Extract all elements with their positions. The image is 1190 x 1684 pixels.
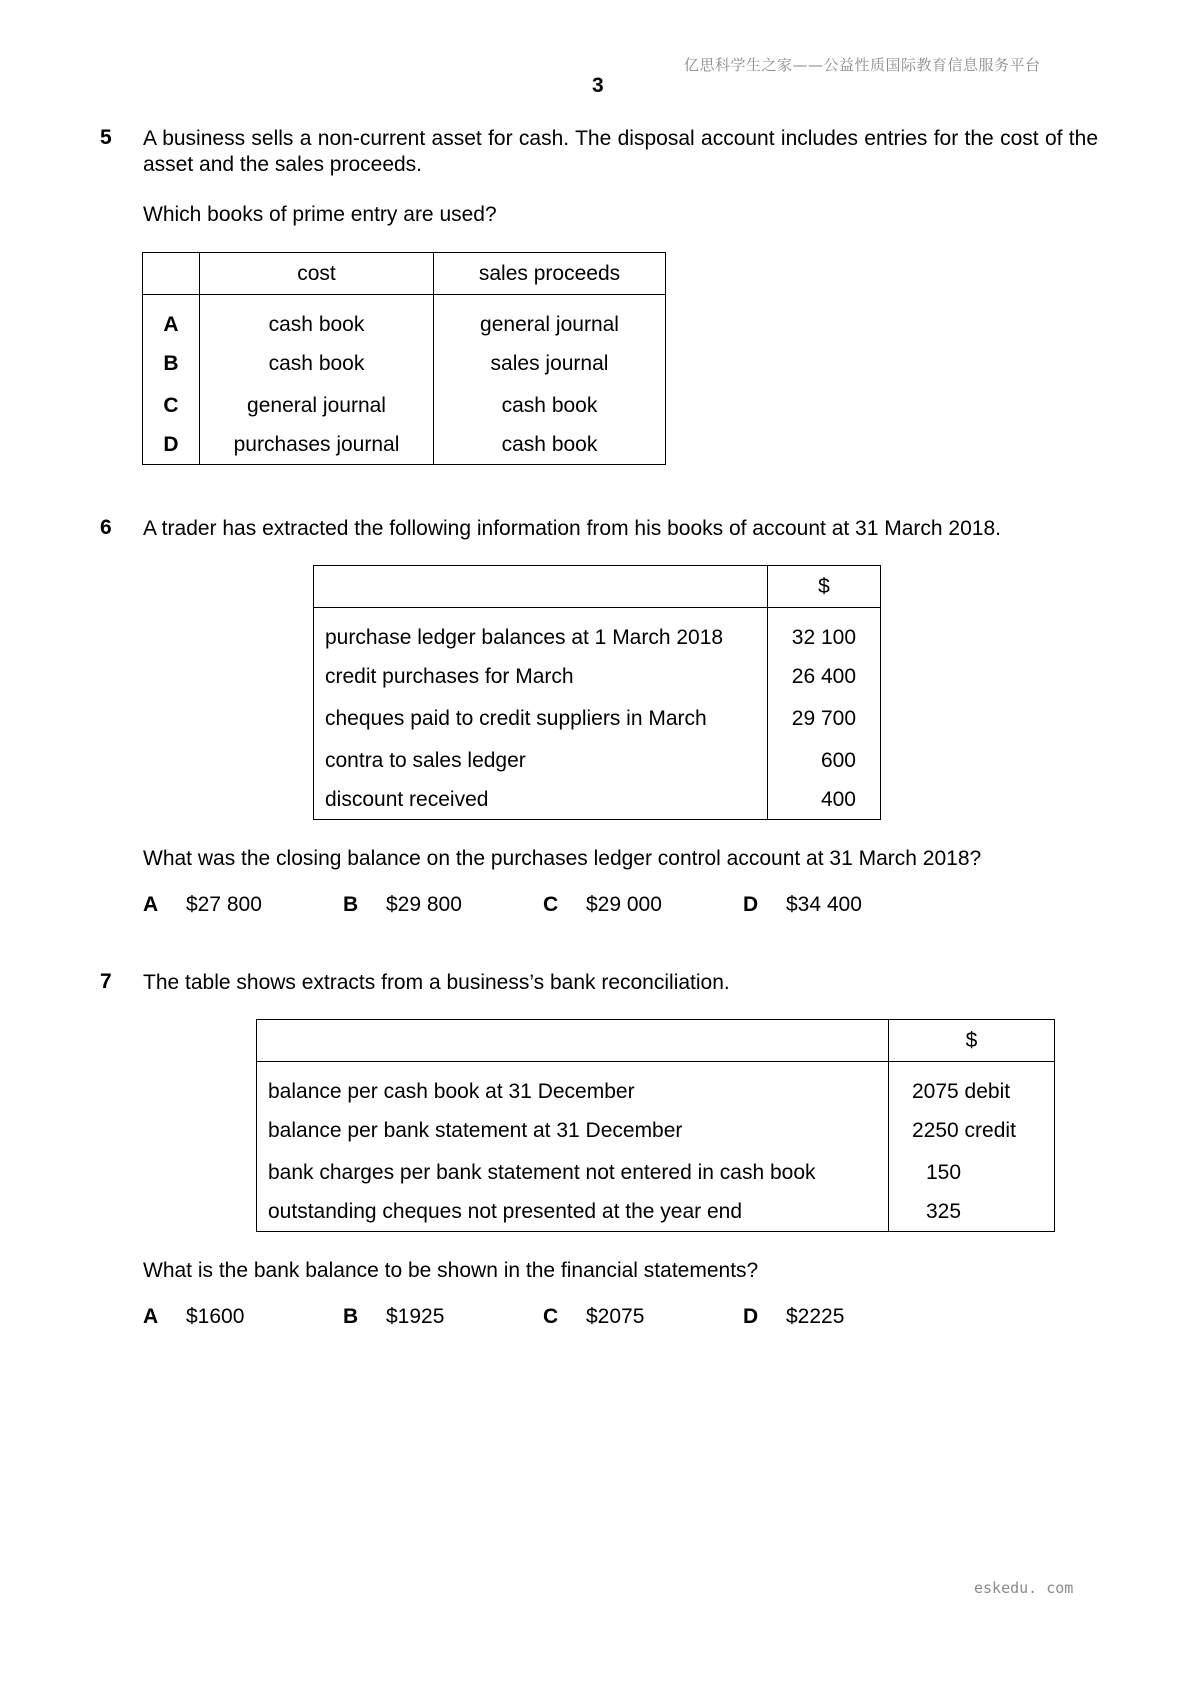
question-prompt: What was the closing balance on the purchases ledger control account at 31 March 2018? xyxy=(143,847,982,870)
question-number: 6 xyxy=(100,516,112,539)
option-value: $1600 xyxy=(186,1305,245,1328)
option-value: $29 000 xyxy=(586,893,662,916)
option-value: $29 800 xyxy=(386,893,462,916)
table-row xyxy=(143,385,666,427)
table-row xyxy=(143,295,666,343)
proceeds-cell: sales journal xyxy=(490,351,609,375)
proceeds-cell: general journal xyxy=(480,312,619,336)
header-cell-empty xyxy=(143,253,200,295)
table-row xyxy=(257,1110,1055,1152)
option-letter: D xyxy=(743,893,759,916)
option-letter: A xyxy=(143,1305,159,1328)
page-number: 3 xyxy=(592,74,604,97)
option-value: $1925 xyxy=(386,1305,445,1328)
ledger-value: 29 700 xyxy=(791,706,856,730)
reconciliation-value: 150 xyxy=(926,1160,962,1184)
option-value: $2075 xyxy=(586,1305,645,1328)
option-letter: B xyxy=(343,893,359,916)
footer-watermark: eskedu. com xyxy=(974,1579,1074,1597)
option-b[interactable] xyxy=(343,1305,444,1329)
table-row xyxy=(143,427,666,465)
option-value: $34 400 xyxy=(786,893,862,916)
table-row xyxy=(314,608,881,656)
option-a[interactable] xyxy=(143,893,262,917)
table-row xyxy=(257,1062,1055,1110)
ledger-label: contra to sales ledger xyxy=(314,740,768,782)
question-prompt: What is the bank balance to be shown in the financial statements? xyxy=(143,1259,759,1282)
ledger-label: cheques paid to credit suppliers in March xyxy=(314,698,768,740)
table-row xyxy=(143,343,666,385)
proceeds-cell: cash book xyxy=(501,432,598,456)
reconciliation-label: outstanding cheques not presented at the year end xyxy=(257,1194,889,1232)
table-row xyxy=(314,740,881,782)
table-row xyxy=(314,782,881,820)
proceeds-cell: cash book xyxy=(501,393,598,417)
option-b[interactable] xyxy=(343,893,462,917)
option-letter: C xyxy=(543,1305,559,1328)
reconciliation-value: 325 xyxy=(926,1199,962,1223)
question-stem: The table shows extracts from a business’s bank reconciliation. xyxy=(143,971,730,994)
option-letter: D xyxy=(743,1305,759,1328)
option-letter: D xyxy=(143,427,200,465)
question-stem: A business sells a non-current asset for cash. The disposal account includes entries for the cost of the asset and the sales proceeds. xyxy=(143,127,1098,176)
cost-cell: purchases journal xyxy=(200,427,434,465)
ledger-label: purchase ledger balances at 1 March 2018 xyxy=(314,608,768,656)
currency-header: $ xyxy=(768,566,881,608)
table-row xyxy=(257,1194,1055,1232)
option-d[interactable] xyxy=(743,893,862,917)
currency-header: $ xyxy=(889,1020,1055,1062)
ledger-value: 32 100 xyxy=(791,625,856,649)
question-number: 7 xyxy=(100,970,112,993)
reconciliation-label: bank charges per bank statement not entered in cash book xyxy=(257,1152,889,1194)
question-stem: A trader has extracted the following information from his books of account at 31 March 2018. xyxy=(143,517,1001,540)
ledger-value: 400 xyxy=(820,787,856,811)
table-row xyxy=(257,1152,1055,1194)
option-d[interactable] xyxy=(743,1305,844,1329)
column-header-cost: cost xyxy=(200,253,434,295)
header-cell-empty xyxy=(314,566,768,608)
option-value: $27 800 xyxy=(186,893,262,916)
reconciliation-value: 2250 credit xyxy=(912,1118,1016,1142)
ledger-value: 26 400 xyxy=(791,664,856,688)
cost-cell: cash book xyxy=(200,343,434,385)
ledger-label: credit purchases for March xyxy=(314,656,768,698)
reconciliation-label: balance per cash book at 31 December xyxy=(257,1062,889,1110)
ledger-label: discount received xyxy=(314,782,768,820)
question-number: 5 xyxy=(100,126,112,149)
header-watermark: 亿思科学生之家——公益性质国际教育信息服务平台 xyxy=(684,56,1041,74)
option-letter: A xyxy=(143,295,200,343)
table-row xyxy=(314,698,881,740)
question-prompt: Which books of prime entry are used? xyxy=(143,203,497,226)
reconciliation-value: 2075 debit xyxy=(912,1079,1011,1103)
option-c[interactable] xyxy=(543,893,662,917)
option-letter: B xyxy=(343,1305,359,1328)
option-letter: C xyxy=(543,893,559,916)
cost-cell: general journal xyxy=(200,385,434,427)
ledger-value: 600 xyxy=(820,748,856,772)
option-a[interactable] xyxy=(143,1305,244,1329)
option-value: $2225 xyxy=(786,1305,845,1328)
reconciliation-table xyxy=(256,1019,1055,1232)
cost-cell: cash book xyxy=(200,295,434,343)
option-c[interactable] xyxy=(543,1305,644,1329)
column-header-proceeds: sales proceeds xyxy=(434,253,666,295)
option-letter: B xyxy=(143,343,200,385)
option-letter: C xyxy=(143,385,200,427)
answer-table xyxy=(142,252,666,465)
table-row xyxy=(314,656,881,698)
ledger-table xyxy=(313,565,881,820)
header-cell-empty xyxy=(257,1020,889,1062)
reconciliation-label: balance per bank statement at 31 December xyxy=(257,1110,889,1152)
option-letter: A xyxy=(143,893,159,916)
